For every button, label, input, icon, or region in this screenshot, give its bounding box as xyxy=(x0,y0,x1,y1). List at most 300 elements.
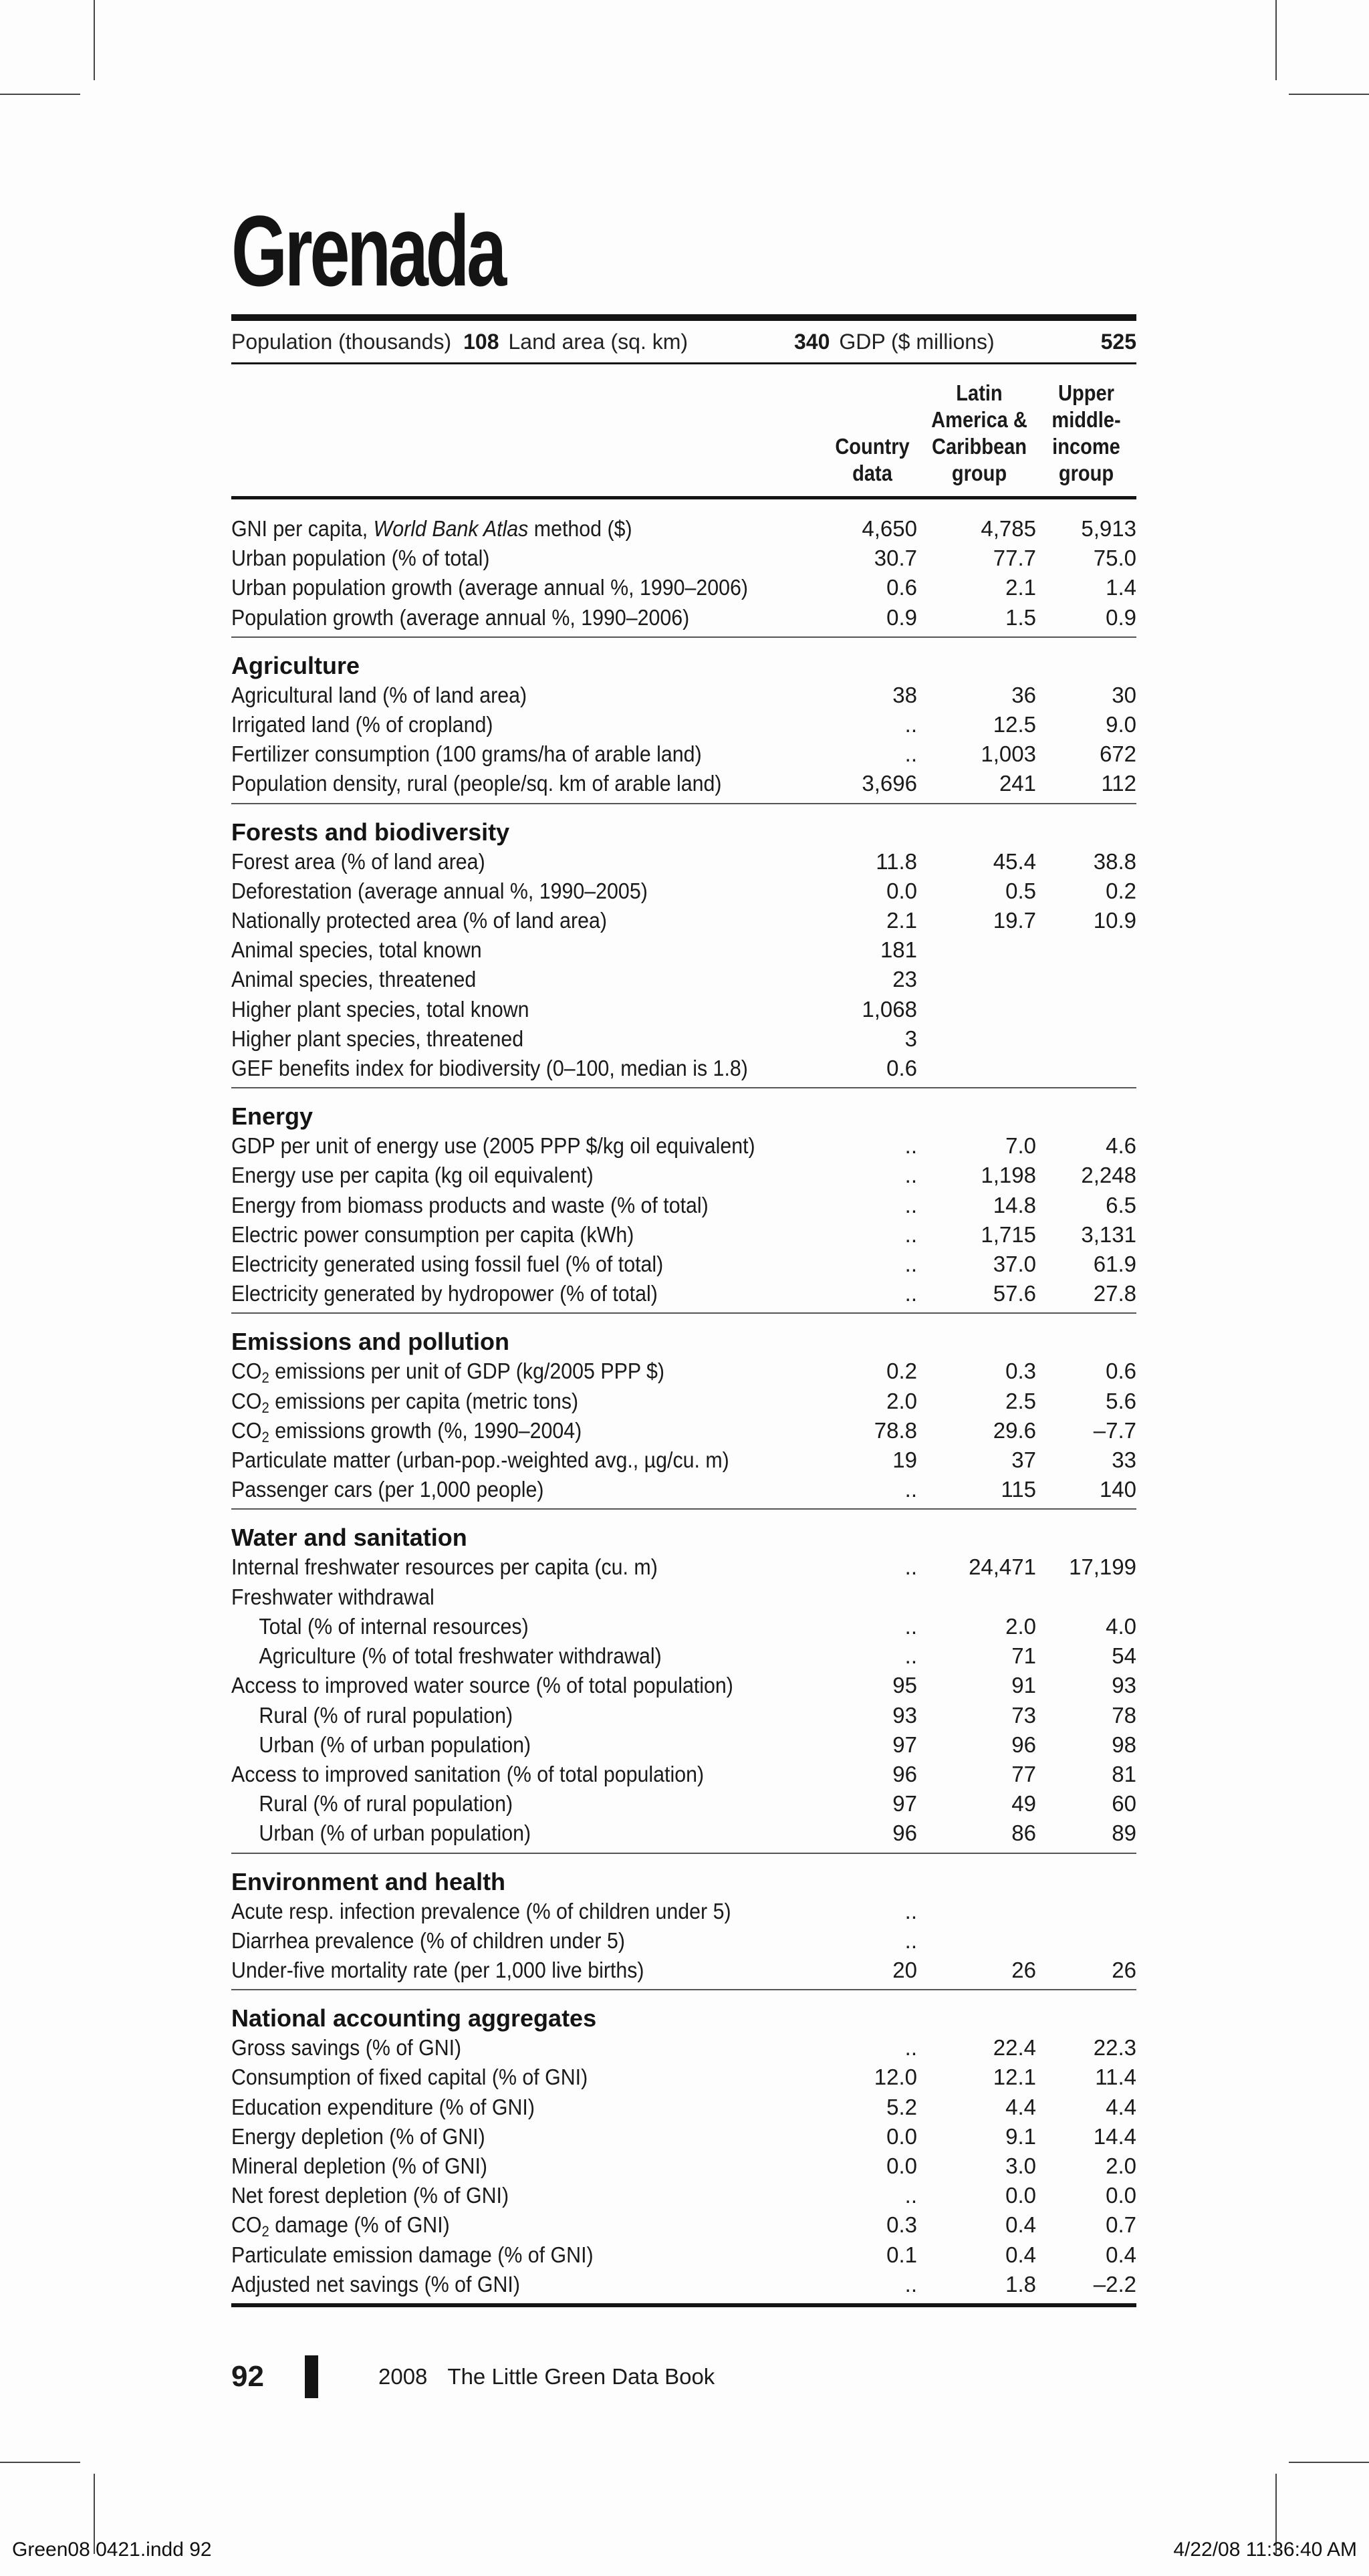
region-value: 26 xyxy=(1011,1957,1036,1982)
row-label-text: Education expenditure (% of GNI) xyxy=(231,2094,535,2119)
region-value: 86 xyxy=(1011,1821,1036,1846)
country-value: 5.2 xyxy=(886,2094,917,2119)
income-group-value: 30 xyxy=(1112,682,1136,707)
income-group-value xyxy=(1036,1926,1136,1956)
income-group-value: 17,199 xyxy=(1069,1554,1136,1580)
income-group-value: 81 xyxy=(1112,1761,1136,1786)
income-group-value: 140 xyxy=(1099,1477,1136,1502)
row-label xyxy=(231,1054,770,1083)
table-row xyxy=(231,847,1136,876)
row-label xyxy=(231,1445,770,1475)
table-row xyxy=(231,514,1136,544)
region-value: 0.3 xyxy=(1005,1359,1036,1384)
footer-bar xyxy=(305,2355,318,2398)
table-row xyxy=(231,1671,1136,1700)
income-group-value: 0.7 xyxy=(1106,2212,1136,2238)
row-label xyxy=(231,1552,770,1582)
row-label-text: Agriculture (% of total freshwater withdrawal) xyxy=(259,1643,662,1669)
table-row xyxy=(231,1054,1136,1083)
row-label xyxy=(231,965,770,994)
row-label xyxy=(231,1701,770,1730)
row-label-text: Rural (% of rural population) xyxy=(259,1702,513,1728)
table-row xyxy=(231,710,1136,739)
row-label xyxy=(231,2122,770,2151)
table-row xyxy=(231,544,1136,573)
income-group-value xyxy=(1036,1583,1136,1612)
region-value: 19.7 xyxy=(993,908,1036,933)
table-row xyxy=(231,1926,1136,1956)
row-label xyxy=(231,1730,770,1760)
table-row xyxy=(231,1760,1136,1789)
country-value: 0.2 xyxy=(886,1359,917,1384)
table-row xyxy=(231,1583,1136,1612)
region-value: 4.4 xyxy=(1005,2094,1036,2119)
income-group-value xyxy=(1036,1054,1136,1083)
row-label xyxy=(231,2270,770,2299)
footer-year: 2008 xyxy=(378,2364,428,2389)
row-label-text: Agricultural land (% of land area) xyxy=(231,682,527,707)
row-label xyxy=(231,1583,770,1612)
region-value: 1,003 xyxy=(981,741,1036,767)
region-value: 1,715 xyxy=(981,1221,1036,1247)
country-value: 97 xyxy=(892,1732,917,1757)
table-row xyxy=(231,1819,1136,1848)
table-row xyxy=(231,573,1136,602)
row-label xyxy=(231,544,770,573)
row-label xyxy=(231,710,770,739)
indicator-sections xyxy=(231,499,1136,2307)
region-value: 7.0 xyxy=(1005,1133,1036,1159)
country-value: .. xyxy=(904,1192,917,1217)
income-group-value: 4.6 xyxy=(1106,1133,1136,1159)
section-header: Agriculture xyxy=(231,651,360,679)
row-label-text: damage (% of GNI) xyxy=(269,2212,450,2238)
region-value: 4,785 xyxy=(981,516,1036,541)
crop-mark xyxy=(1289,94,1369,95)
row-label-prefix: CO xyxy=(231,1417,262,1443)
country-value: 12.0 xyxy=(874,2065,917,2090)
region-value: 1.8 xyxy=(1005,2271,1036,2297)
income-group-value: 33 xyxy=(1112,1447,1136,1473)
country-value: 0.6 xyxy=(886,575,917,600)
column-regional-group: Latin America & Caribbean group xyxy=(931,380,1027,485)
row-label-text: emissions per capita (metric tons) xyxy=(269,1388,579,1413)
income-group-value xyxy=(1036,1024,1136,1054)
table-row xyxy=(231,1191,1136,1220)
row-label-text: Urban (% of urban population) xyxy=(259,1821,531,1846)
row-label-text: Forest area (% of land area) xyxy=(231,848,485,874)
row-label-text: Electricity generated by hydropower (% of total) xyxy=(231,1281,658,1306)
row-label xyxy=(231,2181,770,2210)
income-group-value: 38.8 xyxy=(1093,848,1136,874)
row-label xyxy=(231,1897,770,1926)
region-value: 1,198 xyxy=(981,1163,1036,1188)
country-value: 19 xyxy=(892,1447,917,1473)
row-label xyxy=(231,1131,770,1161)
row-label xyxy=(231,1220,770,1250)
row-label-text: Internal freshwater resources per capita (cu. m) xyxy=(231,1554,658,1580)
table-row xyxy=(231,995,1136,1024)
country-value: .. xyxy=(904,2035,917,2061)
income-group-value: 3,131 xyxy=(1081,1221,1136,1247)
income-group-value: 93 xyxy=(1112,1673,1136,1698)
income-group-value: 0.6 xyxy=(1106,1359,1136,1384)
income-group-value: 60 xyxy=(1112,1791,1136,1817)
section-header: Forests and biodiversity xyxy=(231,818,510,846)
table-section xyxy=(231,638,1136,804)
row-label-text: Energy from biomass products and waste (% of total) xyxy=(231,1192,709,1217)
region-value xyxy=(917,1024,1036,1054)
row-label-text: Higher plant species, threatened xyxy=(231,1026,524,1051)
row-label-text: Fertilizer consumption (100 grams/ha of arable land) xyxy=(231,741,702,767)
region-value: 115 xyxy=(1001,1477,1036,1502)
income-group-value: 0.0 xyxy=(1106,2183,1136,2208)
row-label xyxy=(231,1357,770,1386)
country-value: .. xyxy=(904,2183,917,2208)
column-income-group: Upper middle-income group xyxy=(1051,380,1121,485)
table-section xyxy=(231,1854,1136,1991)
income-group-value: 1.4 xyxy=(1106,575,1136,600)
crop-mark xyxy=(0,2462,80,2463)
table-row xyxy=(231,1956,1136,1985)
region-value: 2.0 xyxy=(1005,1613,1036,1639)
table-section xyxy=(231,804,1136,1089)
income-group-value: 0.2 xyxy=(1106,878,1136,903)
region-value xyxy=(917,965,1036,994)
income-group-value xyxy=(1036,1897,1136,1926)
region-value: 29.6 xyxy=(993,1417,1036,1443)
table-row xyxy=(231,681,1136,710)
region-value: 12.1 xyxy=(993,2065,1036,2090)
section-header: Energy xyxy=(231,1102,314,1131)
row-label-text: Animal species, total known xyxy=(231,937,482,963)
table-row xyxy=(231,2151,1136,2181)
footer-book-title: The Little Green Data Book xyxy=(447,2364,715,2389)
income-group-value: –2.2 xyxy=(1093,2271,1136,2297)
region-value: 12.5 xyxy=(993,712,1036,737)
row-label xyxy=(231,2033,770,2063)
row-label-text: Population density, rural (people/sq. km of arable land) xyxy=(231,771,722,796)
row-label-text: Electric power consumption per capita (kWh) xyxy=(231,1221,634,1247)
row-label-text: Energy use per capita (kg oil equivalent) xyxy=(231,1163,594,1188)
table-row xyxy=(231,739,1136,769)
row-label xyxy=(231,906,770,935)
column-country-data: Country data xyxy=(835,434,910,485)
section-header: Emissions and pollution xyxy=(231,1328,510,1356)
table-row xyxy=(231,2063,1136,2092)
gdp-label: GDP ($ millions) xyxy=(839,329,995,354)
income-group-value: 89 xyxy=(1112,1821,1136,1846)
row-label xyxy=(231,1789,770,1819)
row-label xyxy=(231,1161,770,1190)
row-label xyxy=(231,847,770,876)
country-value: 0.0 xyxy=(886,2153,917,2178)
row-label-text: Rural (% of rural population) xyxy=(259,1791,513,1817)
income-group-value: 0.9 xyxy=(1106,604,1136,630)
country-value: .. xyxy=(904,1898,917,1923)
row-label xyxy=(231,2063,770,2092)
table-row xyxy=(231,1416,1136,1445)
row-label-text: Gross savings (% of GNI) xyxy=(231,2035,462,2061)
country-value: .. xyxy=(904,741,917,767)
country-value: .. xyxy=(904,1221,917,1247)
region-value xyxy=(917,1926,1036,1956)
table-row xyxy=(231,1612,1136,1641)
section-header: National accounting aggregates xyxy=(231,2004,597,2032)
region-value: 2.5 xyxy=(1005,1388,1036,1413)
table-row xyxy=(231,1552,1136,1582)
row-label xyxy=(231,1387,770,1416)
crop-mark xyxy=(94,0,95,80)
table-row xyxy=(231,2093,1136,2122)
row-label-text: Urban population (% of total) xyxy=(231,546,490,571)
country-value: 0.6 xyxy=(886,1056,917,1081)
country-value: .. xyxy=(904,1613,917,1639)
region-value: 91 xyxy=(1011,1673,1036,1698)
country-value: 38 xyxy=(892,682,917,707)
row-label-text: Irrigated land (% of cropland) xyxy=(231,712,493,737)
table-row xyxy=(231,2122,1136,2151)
income-group-value: 5,913 xyxy=(1081,516,1136,541)
row-label xyxy=(231,739,770,769)
country-value: 11.8 xyxy=(876,848,917,874)
page-footer xyxy=(231,2357,715,2397)
country-value: 181 xyxy=(880,937,917,963)
row-label-text: Diarrhea prevalence (% of children under 5) xyxy=(231,1927,625,1953)
income-group-value: 10.9 xyxy=(1093,908,1136,933)
country-value: 0.3 xyxy=(886,2212,917,2238)
table-row xyxy=(231,1357,1136,1386)
income-group-value: 75.0 xyxy=(1093,546,1136,571)
row-label xyxy=(231,876,770,906)
row-label-prefix: CO xyxy=(231,1388,262,1413)
region-value xyxy=(917,935,1036,965)
region-value: 77.7 xyxy=(993,546,1036,571)
region-value: 0.0 xyxy=(1005,2183,1036,2208)
slug-filename: Green08 0421.indd 92 xyxy=(12,2539,212,2561)
row-label-text: method ($) xyxy=(528,516,632,541)
income-group-value: 0.4 xyxy=(1106,2242,1136,2267)
table-row xyxy=(231,603,1136,632)
section-header: Water and sanitation xyxy=(231,1524,467,1552)
region-value: 241 xyxy=(999,771,1036,796)
income-group-value: 672 xyxy=(1099,741,1136,767)
country-value: 97 xyxy=(892,1791,917,1817)
income-group-value xyxy=(1036,965,1136,994)
row-label-text: Freshwater withdrawal xyxy=(231,1584,434,1609)
row-label xyxy=(231,1191,770,1220)
table-section xyxy=(231,499,1136,638)
income-group-value: 5.6 xyxy=(1106,1388,1136,1413)
row-label-subscript: 2 xyxy=(261,1399,269,1416)
row-label xyxy=(231,1250,770,1279)
country-value: 93 xyxy=(892,1702,917,1728)
row-label-subscript: 2 xyxy=(261,1369,269,1387)
crop-mark xyxy=(1289,2462,1369,2463)
income-group-value: 2.0 xyxy=(1106,2153,1136,2178)
country-value: 2.0 xyxy=(886,1388,917,1413)
table-row xyxy=(231,1475,1136,1504)
row-label-subscript: 2 xyxy=(261,2223,269,2240)
income-group-value: 78 xyxy=(1112,1702,1136,1728)
income-group-value: –7.7 xyxy=(1093,1417,1136,1443)
income-group-value: 14.4 xyxy=(1093,2123,1136,2149)
region-value: 22.4 xyxy=(993,2035,1036,2061)
page-title: Grenada xyxy=(231,195,504,307)
country-value: 0.1 xyxy=(886,2242,917,2267)
table-row xyxy=(231,1250,1136,1279)
row-label xyxy=(231,935,770,965)
table-row xyxy=(231,1161,1136,1190)
row-label-text: Total (% of internal resources) xyxy=(259,1613,529,1639)
row-label-subscript: 2 xyxy=(261,1428,269,1445)
row-label-text: Higher plant species, total known xyxy=(231,996,529,1022)
row-label xyxy=(231,1760,770,1789)
row-label-text: Nationally protected area (% of land area) xyxy=(231,908,607,933)
region-value: 0.4 xyxy=(1005,2242,1036,2267)
row-label xyxy=(231,1416,770,1445)
region-value: 9.1 xyxy=(1005,2123,1036,2149)
row-label xyxy=(231,995,770,1024)
summary-bar xyxy=(231,314,1136,364)
slug-timestamp: 4/22/08 11:36:40 AM xyxy=(1173,2539,1357,2561)
country-value: 0.9 xyxy=(886,604,917,630)
country-value: .. xyxy=(904,1554,917,1580)
table-section xyxy=(231,1314,1136,1510)
table-row xyxy=(231,1279,1136,1308)
income-group-value: 61.9 xyxy=(1093,1252,1136,1277)
income-group-value: 112 xyxy=(1101,771,1136,796)
data-page xyxy=(231,194,1136,2307)
row-label-text: Access to improved sanitation (% of total population) xyxy=(231,1761,705,1786)
row-label-text: Mineral depletion (% of GNI) xyxy=(231,2153,488,2178)
row-label xyxy=(231,2093,770,2122)
region-value: 71 xyxy=(1011,1643,1036,1669)
region-value xyxy=(917,1054,1036,1083)
row-label-text: emissions per unit of GDP (kg/2005 PPP $) xyxy=(269,1359,665,1384)
country-value: 78.8 xyxy=(874,1417,917,1443)
country-value xyxy=(817,1583,917,1612)
table-row xyxy=(231,1730,1136,1760)
country-value: 20 xyxy=(892,1957,917,1982)
population-label: Population (thousands) xyxy=(231,329,452,354)
table-row xyxy=(231,1897,1136,1926)
row-label-text: Deforestation (average annual %, 1990–2005) xyxy=(231,878,648,903)
row-label-text: Urban (% of urban population) xyxy=(259,1732,531,1757)
row-label-prefix: CO xyxy=(231,2212,262,2238)
table-row xyxy=(231,2210,1136,2240)
income-group-value xyxy=(1036,995,1136,1024)
country-value: 2.1 xyxy=(886,908,917,933)
income-group-value: 4.4 xyxy=(1106,2094,1136,2119)
country-value: .. xyxy=(904,1477,917,1502)
row-label xyxy=(231,514,770,544)
region-value: 37.0 xyxy=(993,1252,1036,1277)
income-group-value: 9.0 xyxy=(1106,712,1136,737)
region-value xyxy=(917,1897,1036,1926)
gdp-value: 525 xyxy=(1100,329,1136,354)
table-row xyxy=(231,1445,1136,1475)
country-value: .. xyxy=(904,1643,917,1669)
income-group-value: 54 xyxy=(1112,1643,1136,1669)
country-value: 1,068 xyxy=(862,996,917,1022)
region-value: 14.8 xyxy=(993,1192,1036,1217)
region-value: 96 xyxy=(1011,1732,1036,1757)
region-value: 3.0 xyxy=(1005,2153,1036,2178)
row-label xyxy=(231,1024,770,1054)
region-value: 24,471 xyxy=(969,1554,1036,1580)
row-label-text: Consumption of fixed capital (% of GNI) xyxy=(231,2065,588,2090)
crop-mark xyxy=(1275,0,1277,80)
table-row xyxy=(231,1789,1136,1819)
table-row xyxy=(231,1024,1136,1054)
country-value: .. xyxy=(904,1133,917,1159)
row-label-text: emissions growth (%, 1990–2004) xyxy=(269,1417,582,1443)
income-group-value: 22.3 xyxy=(1093,2035,1136,2061)
row-label-text: Under-five mortality rate (per 1,000 live births) xyxy=(231,1957,644,1982)
region-value xyxy=(917,1583,1036,1612)
region-value: 77 xyxy=(1011,1761,1036,1786)
region-value: 37 xyxy=(1011,1447,1036,1473)
row-label-prefix: CO xyxy=(231,1359,262,1384)
row-label xyxy=(231,769,770,798)
land-area-label: Land area (sq. km) xyxy=(508,329,689,354)
population-value: 108 xyxy=(463,329,499,354)
row-label xyxy=(231,1671,770,1700)
table-row xyxy=(231,1131,1136,1161)
region-value: 36 xyxy=(1011,682,1036,707)
country-value: .. xyxy=(904,2271,917,2297)
row-label-prefix: GNI per capita, xyxy=(231,516,374,541)
row-label-text: Acute resp. infection prevalence (% of children under 5) xyxy=(231,1898,731,1923)
table-row xyxy=(231,2181,1136,2210)
row-label xyxy=(231,1641,770,1671)
row-label xyxy=(231,1475,770,1504)
crop-mark xyxy=(0,94,80,95)
row-label xyxy=(231,573,770,602)
row-label-text: GEF benefits index for biodiversity (0–100, median is 1.8) xyxy=(231,1056,748,1081)
region-value: 45.4 xyxy=(993,848,1036,874)
region-value: 49 xyxy=(1011,1791,1036,1817)
row-label xyxy=(231,2240,770,2270)
row-label-text: Adjusted net savings (% of GNI) xyxy=(231,2271,520,2297)
row-label-text: Passenger cars (per 1,000 people) xyxy=(231,1477,544,1502)
country-value: 96 xyxy=(892,1821,917,1846)
row-label xyxy=(231,2210,770,2240)
income-group-value: 27.8 xyxy=(1093,1281,1136,1306)
country-value: .. xyxy=(904,1281,917,1306)
country-value: 23 xyxy=(892,967,917,992)
income-group-value: 4.0 xyxy=(1106,1613,1136,1639)
row-label-text: Electricity generated using fossil fuel (% of total) xyxy=(231,1252,664,1277)
country-value: .. xyxy=(904,712,917,737)
country-value: 4,650 xyxy=(862,516,917,541)
income-group-value: 11.4 xyxy=(1095,2065,1136,2090)
row-label xyxy=(231,1279,770,1308)
row-label-text: GDP per unit of energy use (2005 PPP $/kg oil equivalent) xyxy=(231,1133,755,1159)
table-row xyxy=(231,1387,1136,1416)
row-label xyxy=(231,2151,770,2181)
row-label-text: Particulate matter (urban-pop.-weighted avg., µg/cu. m) xyxy=(231,1447,729,1473)
table-row xyxy=(231,965,1136,994)
row-label xyxy=(231,1819,770,1848)
region-value: 73 xyxy=(1011,1702,1036,1728)
table-row xyxy=(231,769,1136,798)
country-value: 30.7 xyxy=(874,546,917,571)
row-label xyxy=(231,681,770,710)
country-value: 3 xyxy=(904,1026,917,1051)
country-value: 3,696 xyxy=(862,771,917,796)
